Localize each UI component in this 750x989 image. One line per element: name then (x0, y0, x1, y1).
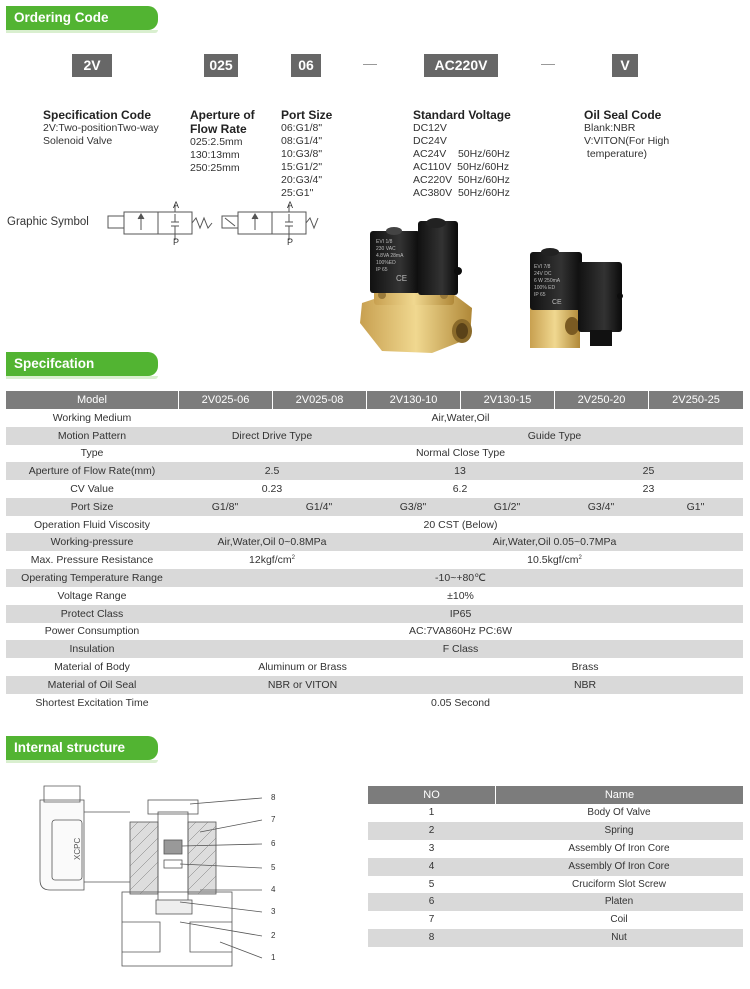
spec-row-label: Working Medium (52, 411, 132, 424)
voltage-desc: Standard Voltage DC12V DC24V AC24V 50Hz/60Hz AC110V 50Hz/60Hz AC220V 50Hz/60Hz AC380V 50Hz/60Hz (413, 108, 511, 199)
spec-row (6, 427, 743, 445)
brass-valve-image-large (352, 213, 492, 363)
spec-row (6, 676, 743, 694)
spec-row (6, 409, 743, 427)
spec-row (6, 533, 743, 551)
aperture-desc: Aperture of Flow Rate 025:2.5mm 130:13mm 250:25mm (190, 108, 255, 174)
svg-text:4.8VA 28mA: 4.8VA 28mA (376, 253, 404, 259)
spec-row-label: Operation Fluid Viscosity (34, 518, 150, 531)
spec-cell: 13 (454, 465, 466, 478)
code-box-voltage: AC220V (424, 54, 498, 77)
ce-mark: CE (396, 274, 408, 283)
spec-row (6, 498, 743, 516)
parts-no: 8 (428, 932, 435, 944)
parts-name: Coil (610, 914, 628, 926)
internal-structure-tab: Internal structure (6, 736, 158, 760)
parts-name: Nut (611, 932, 627, 944)
spec-header-2v130-15: 2V130-15 (460, 391, 554, 409)
spec-cell: 0.05 Second (431, 696, 490, 709)
parts-name: Assembly Of Iron Core (568, 842, 670, 854)
spec-row-label: Motion Pattern (57, 429, 127, 442)
spec-cell: ±10% (447, 589, 474, 602)
spec-cell: 6.2 (452, 483, 468, 495)
dash-divider (363, 64, 377, 65)
voltage-title: Standard Voltage (413, 108, 511, 122)
solenoid-box-icon (108, 216, 124, 228)
spec-cell: Guide Type (527, 429, 582, 442)
port-a-label: A (287, 200, 294, 210)
internal-structure-drawing (30, 782, 290, 972)
parts-name: Spring (604, 824, 634, 836)
svg-text:230 VAC: 230 VAC (376, 246, 396, 252)
spec-cell: G1/2" (493, 500, 521, 513)
spec-row (6, 516, 743, 534)
parts-row (368, 929, 743, 947)
spec-row (6, 640, 743, 658)
spec-row (6, 587, 743, 605)
dash-divider (541, 64, 555, 65)
spec-row-label: Type (80, 447, 104, 460)
spec-row-label: Material of Oil Seal (47, 678, 137, 691)
spec-cell: G3/8" (399, 500, 427, 513)
specification-tab: Specifcation (6, 352, 158, 376)
ordering-code-tab: Ordering Code (6, 6, 158, 30)
spec-cell: G3/4" (587, 500, 615, 513)
spec-header-2v250-20: 2V250-20 (554, 391, 648, 409)
oil-seal-desc: Oil Seal Code Blank:NBR V:VITON(For High temperature) (584, 108, 670, 160)
parts-no: 2 (428, 824, 435, 836)
spec-row (6, 605, 743, 623)
spec-row (6, 551, 743, 569)
spec-header-row (6, 391, 743, 409)
callout-8: 8 (271, 793, 276, 802)
spec-row-label: Insulation (69, 643, 115, 656)
spec-cell: G1" (686, 500, 705, 513)
svg-text:IP 65: IP 65 (376, 267, 388, 273)
spec-cell: -10~+80℃ (435, 572, 486, 584)
spec-row (6, 658, 743, 676)
code-box-port: 06 (291, 54, 321, 77)
callout-1: 1 (271, 953, 276, 962)
svg-text:24V DC: 24V DC (534, 271, 552, 277)
code-box-aperture: 025 (204, 54, 238, 77)
spec-row-label: Max. Pressure Resistance (30, 554, 154, 567)
port-a-label: A (173, 200, 180, 210)
spec-cell: IP65 (449, 607, 472, 620)
spec-cell: 2.5 (264, 465, 280, 478)
spec-row (6, 462, 743, 480)
parts-row (368, 893, 743, 911)
callout-5: 5 (271, 863, 276, 872)
parts-row (368, 911, 743, 929)
graphic-symbol-label: Graphic Symbol (7, 216, 89, 228)
parts-row (368, 804, 743, 822)
port-size-desc: Port Size 06:G1/8" 08:G1/4" 10:G3/8" 15:G1/2" 20:G3/4" 25:G1" (281, 108, 333, 199)
spec-row-label: Shortest Excitation Time (35, 696, 149, 709)
callout-4: 4 (271, 885, 276, 894)
code-box-seal: V (612, 54, 638, 77)
port-p-label: P (287, 237, 294, 247)
spec-cell: Brass (571, 661, 599, 673)
valve-label-text: EVI 7/8 (534, 264, 551, 270)
aperture-title: Aperture of (190, 108, 255, 122)
spec-cell: Aluminum or Brass (258, 661, 347, 673)
parts-name: Assembly Of Iron Core (568, 860, 670, 872)
spec-cell: Air,Water,Oil 0~0.8MPa (217, 536, 327, 549)
spec-cell: F Class (442, 643, 479, 656)
brass-valve-image-small (522, 238, 632, 363)
spec-header-model: Model (77, 394, 107, 406)
spec-cell: G1/4" (305, 500, 333, 513)
spec-header-2v250-25: 2V250-25 (648, 391, 743, 409)
parts-header-no: NO (423, 789, 440, 801)
parts-name: Platen (604, 896, 634, 908)
parts-name: Body Of Valve (587, 806, 651, 818)
parts-name: Cruciform Slot Screw (572, 878, 666, 890)
callout-6: 6 (271, 839, 276, 848)
port-size-title: Port Size (281, 108, 333, 122)
spec-cell: Air,Water,Oil (431, 411, 490, 424)
spec-cell: AC:7VA860Hz PC:6W (408, 625, 513, 638)
oil-seal-title: Oil Seal Code (584, 108, 662, 122)
valve-label-text: EVI 1/8 (376, 239, 393, 245)
parts-row (368, 840, 743, 858)
svg-text:100% ED: 100% ED (534, 285, 556, 291)
spec-header-2v025-06: 2V025-06 (178, 391, 272, 409)
spec-header-2v130-10: 2V130-10 (366, 391, 460, 409)
callout-3: 3 (271, 907, 276, 916)
spec-cell: G1/8" (211, 500, 239, 513)
spec-cell: 20 CST (Below) (423, 518, 498, 531)
spec-cell: Air,Water,Oil 0.05~0.7MPa (492, 536, 617, 549)
parts-header-row (368, 786, 743, 804)
parts-no: 4 (428, 860, 435, 872)
spec-row-label: Port Size (70, 500, 114, 513)
spec-cell: NBR or VITON (267, 678, 338, 691)
coil-mark-text: XCPC (73, 837, 82, 860)
spec-code-desc: Specification Code 2V:Two-positionTwo-way Solenoid Valve (43, 108, 159, 147)
spec-cell: 0.23 (261, 483, 283, 495)
parts-no: 1 (428, 806, 435, 818)
spec-row-label: Voltage Range (57, 589, 127, 602)
spec-row (6, 694, 743, 712)
parts-row (368, 858, 743, 876)
spec-cell: 25 (642, 465, 655, 478)
callout-2: 2 (271, 931, 276, 940)
spec-row-label: Working-pressure (50, 536, 134, 549)
spec-row (6, 622, 743, 640)
spec-cell: Direct Drive Type (231, 429, 313, 442)
spec-row (6, 480, 743, 498)
parts-no: 6 (428, 896, 435, 908)
spec-row-label: Material of Body (54, 661, 130, 673)
parts-no: 7 (428, 914, 435, 926)
spec-header-2v025-08: 2V025-08 (272, 391, 366, 409)
ce-mark: CE (552, 299, 562, 306)
spec-row-label: Aperture of Flow Rate(mm) (28, 465, 156, 478)
parts-header-name: Name (495, 786, 743, 804)
svg-text:100%ED: 100%ED (376, 260, 396, 266)
spec-code-title: Specification Code (43, 108, 152, 122)
spec-row (6, 444, 743, 462)
parts-no: 5 (428, 878, 435, 890)
spec-cell: NBR (573, 678, 597, 691)
parts-row (368, 822, 743, 840)
code-box-series: 2V (72, 54, 112, 77)
spec-row-label: Protect Class (60, 607, 124, 620)
spec-row (6, 569, 743, 587)
spec-row-label: Power Consumption (44, 625, 140, 638)
spec-row-label: CV Value (70, 483, 114, 495)
svg-text:6 W 250mA: 6 W 250mA (534, 278, 561, 284)
callout-7: 7 (271, 815, 276, 824)
spec-cell: $12kgf/cm^2$ (249, 554, 295, 567)
spec-row-label: Operating Temperature Range (21, 572, 163, 584)
spec-cell: Normal Close Type (415, 447, 506, 460)
spec-cell: 23 (642, 483, 655, 495)
parts-no: 3 (428, 842, 435, 854)
spec-cell: $10.5kgf/cm^2$ (527, 554, 582, 567)
parts-row (368, 876, 743, 894)
port-p-label: P (173, 237, 180, 247)
svg-text:IP 65: IP 65 (534, 292, 546, 298)
